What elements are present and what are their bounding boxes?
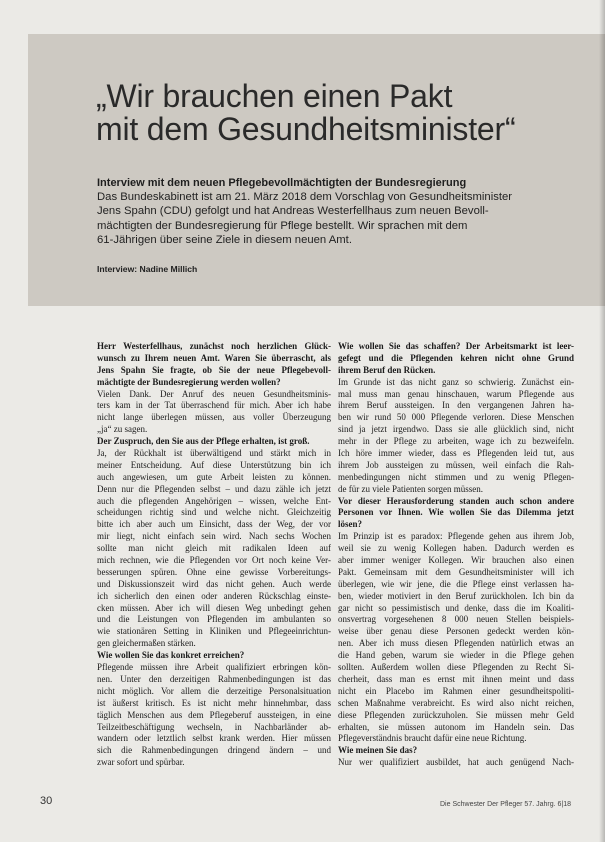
- answer-line: sollten. Außerdem wollen diese Pflegenden zu Recht Si-: [338, 662, 574, 673]
- answer-line: ist äußerst kritisch. Es ist nicht mehr hinnehmbar, dass: [97, 697, 331, 708]
- answer-line: Pflegende müssen ihre Arbeit qualifiziert erbringen kön-: [97, 662, 331, 673]
- headline: [96, 80, 515, 146]
- question-line: wunsch zu Ihrem neuen Amt. Waren Sie überrascht, als: [97, 352, 331, 363]
- answer-line: ich sicherlich den einen oder anderen Rückschlag einste-: [97, 590, 331, 601]
- answer-line: mir liegt, nicht einfach sein wird. Nach sechs Wochen: [97, 531, 331, 542]
- answer-line: besserungen spüren. Ohne eine gewisse Vorbereitungs-: [97, 566, 331, 577]
- interview-question: [338, 496, 574, 532]
- page-number: 30: [40, 795, 53, 807]
- interview-question: [97, 436, 331, 448]
- answer-line: ihrem Job aussteigen zu müssen, weil einfach die Rah-: [338, 459, 574, 470]
- answer-line: sollte man nicht gleich mit radikalen Ideen auf: [97, 543, 331, 554]
- question-line: Jens Spahn Sie fragte, ob Sie der neue Pflegebevoll-: [97, 364, 331, 375]
- question-line: Personen vor Ihnen. Wie wollen Sie das Dilemma jetzt: [338, 507, 574, 518]
- answer-line: diese Pflegenden zurückzuholen. Sie müssen mehr Geld: [338, 709, 574, 720]
- answer-line: auch angewiesen, um gute Arbeit leisten zu können.: [97, 471, 331, 482]
- answer-line: Vielen Dank. Der Anruf des neuen Gesundheitsminis-: [97, 388, 331, 399]
- answer-line: schen Maßnahme verabreicht. Es wird also nicht reichen,: [338, 697, 574, 708]
- interview-question: [97, 650, 331, 662]
- answer-line: nicht ein Placebo im Rahmen einer gesundheitspoliti-: [338, 685, 574, 696]
- answer-line: weise über genau diese Personen gedeckt werden kön-: [338, 626, 574, 637]
- answer-line: Teilzeitbeschäftigung wechseln, in Nachbarländer ab-: [97, 721, 331, 732]
- answer-line: bitte ich aber auch um Einsicht, dass der Weg, der vor: [97, 519, 331, 530]
- answer-line: überlegen, wie wir jene, die die Pflege einst verlassen ha-: [338, 578, 574, 589]
- answer-line: zwar sofort und spürbar.: [97, 757, 185, 768]
- answer-line: sich die Rahmenbedingungen dringend ändern – und: [97, 745, 331, 756]
- answer-line: Im Grunde ist das nicht ganz so schwierig. Zunächst ein-: [338, 376, 574, 387]
- right-column: [338, 341, 574, 769]
- answer-line: ters kam in der Tat überraschend für mich. Aber ich habe: [97, 400, 331, 411]
- answer-line: Pakt. Gemeinsam mit dem Gesundheitsminister will ich: [338, 566, 574, 577]
- answer-line: Ja, der Rückhalt ist überwältigend und stärkt mich in: [97, 448, 331, 459]
- answer-line: scheidungen richtig sind und welche nicht. Gleichzeitig: [97, 507, 331, 518]
- answer-line: menbedingungen nicht stimmen und zu wenig Pflegen-: [338, 471, 574, 482]
- answer-line: de für zu viele Patienten sorgen müssen.: [338, 483, 484, 494]
- interview-answer: [338, 757, 574, 769]
- interview-answer: [338, 531, 574, 745]
- answer-line: erhalten, sie müssen autonom im Handeln sein. Das: [338, 721, 574, 732]
- answer-line: onsvertrag vorgesehenen 8 000 neuen Stellen beispiels-: [338, 614, 574, 625]
- answer-line: Denn nur die Pflegenden selbst – und dazu zähle ich jetzt: [97, 483, 331, 494]
- interview-question: [338, 745, 574, 757]
- answer-line: Nur wer qualifiziert ausbildet, hat auch genügend Nach-: [338, 757, 574, 768]
- answer-line: Ich höre immer wieder, dass es Pflegenden leid tut, aus: [338, 448, 574, 459]
- answer-line: cken müssen. Aber ich will diesen Weg unbedingt gehen: [97, 602, 331, 613]
- answer-line: sind ja jetzt irgendwo. Dass sie alle glücklich sind, nicht: [338, 424, 574, 435]
- answer-line: nicht lange überlegen müssen, aus voller Überzeugung: [97, 412, 331, 423]
- scan-edge-shadow: [599, 0, 605, 842]
- question-line: Wie wollen Sie das konkret erreichen?: [97, 650, 245, 661]
- question-line: Der Zuspruch, den Sie aus der Pflege erhalten, ist groß.: [97, 436, 310, 447]
- answer-line: auch die pflegenden Angehörigen – wissen, welche Ent-: [97, 495, 331, 506]
- publication-footer: Die Schwester Der Pfleger 57. Jahrg. 6|18: [440, 801, 571, 808]
- interview-question: [338, 341, 574, 377]
- interview-answer: [97, 448, 331, 650]
- answer-line: Pflegeverständnis braucht dafür eine neue Richtung.: [338, 733, 527, 744]
- question-line: Wie meinen Sie das?: [338, 745, 418, 756]
- answer-line: aber immer weniger Kollegen. Wir brauchen also einen: [338, 555, 574, 566]
- answer-line: ihrem Beruf aussteigen. In den vergangenen Jahren ha-: [338, 400, 574, 411]
- intro-paragraph: [97, 190, 587, 247]
- question-line: lösen?: [338, 519, 363, 530]
- answer-line: nen. Unter den derzeitigen Rahmenbedingungen ist das: [97, 673, 331, 684]
- question-line: gefegt und die Pflegenden kehren nicht ohne Grund: [338, 352, 574, 363]
- intro-line: 61-Jährigen über seine Ziele in diesem neuen Amt.: [97, 233, 352, 246]
- answer-line: ben wir rund 50 000 Pflegende verloren. Diese Menschen: [338, 412, 574, 423]
- answer-line: wandern oder letztlich selbst krank werden. Hier müssen: [97, 733, 331, 744]
- answer-line: „ja“ zu sagen.: [97, 424, 148, 435]
- answer-line: die Hand geben, warum sie wieder in die Pflege gehen: [338, 650, 574, 661]
- answer-line: cherheit, dass man es ernst mit ihnen meint und dass: [338, 673, 574, 684]
- answer-line: nicht möglich. Vor allem die derzeitige Personalsituation: [97, 685, 331, 696]
- answer-line: meiner Entscheidung. Auf diese Unterstützung bin ich: [97, 459, 331, 470]
- interview-answer: [97, 662, 331, 769]
- question-line: ihrem Beruf den Rücken.: [338, 364, 436, 375]
- answer-line: mehr in der Pflege zu arbeiten, wage ich zu bezweifeln.: [338, 436, 574, 447]
- answer-line: mal muss man genau hinschauen, warum Pflegende aus: [338, 388, 574, 399]
- intro-line: Das Bundeskabinett ist am 21. März 2018 dem Vorschlag von Gesundheitsminister: [97, 191, 513, 203]
- answer-line: weil sie zu wenig Kollegen haben. Dadurch werden es: [338, 543, 574, 554]
- interview-answer: [97, 389, 331, 437]
- answer-line: Im Prinzip ist es paradox: Pflegende gehen aus ihrem Job,: [338, 531, 574, 542]
- answer-line: ben, wieder motiviert in den Beruf zurückholen. Ich bin da: [338, 590, 574, 601]
- answer-line: mich rechnen, wie die Pflegenden vor Ort noch keine Ver-: [97, 555, 331, 566]
- headline-line-1: „Wir brauchen einen Pakt: [96, 78, 453, 114]
- interview-answer: [338, 377, 574, 496]
- answer-line: und die Leistungen von Pflegenden im ambulanten so: [97, 614, 331, 625]
- subtitle: Interview mit dem neuen Pflegebevollmächtigten der Bundesregierung: [97, 177, 467, 189]
- question-line: Herr Westerfellhaus, zunächst noch herzlichen Glück-: [97, 341, 331, 351]
- headline-line-2: mit dem Gesundheitsminister“: [96, 111, 516, 147]
- interview-question: [97, 341, 331, 389]
- answer-line: und Diskussionszeit wird das nicht gehen. Auch werde: [97, 578, 331, 589]
- answer-line: wie stationären Setting in Kliniken und Pflegeeinrichtun-: [97, 626, 331, 637]
- intro-line: mächtigten der Bundesregierung für Pflege bestellt. Wir sprachen mit dem: [97, 219, 468, 232]
- answer-line: täglich Menschen aus dem Pflegeberuf aussteigen, in eine: [97, 709, 331, 720]
- question-line: mächtigte der Bundesregierung werden wollen?: [97, 376, 281, 387]
- byline: Interview: Nadine Millich: [97, 264, 198, 274]
- answer-line: gen gleichermaßen stärken.: [97, 638, 196, 649]
- left-column: [97, 341, 331, 769]
- answer-line: gar nicht so pessimistisch und denke, dass die im Koaliti-: [338, 602, 574, 613]
- question-line: Vor dieser Herausforderung standen auch schon andere: [338, 495, 574, 506]
- answer-line: nen. Aber ich muss diesen Pflegenden natürlich etwas an: [338, 638, 574, 649]
- intro-line: Jens Spahn (CDU) gefolgt und hat Andreas Westerfellhaus zum neuen Bevoll-: [97, 205, 489, 218]
- question-line: Wie wollen Sie das schaffen? Der Arbeitsmarkt ist leer-: [338, 341, 574, 351]
